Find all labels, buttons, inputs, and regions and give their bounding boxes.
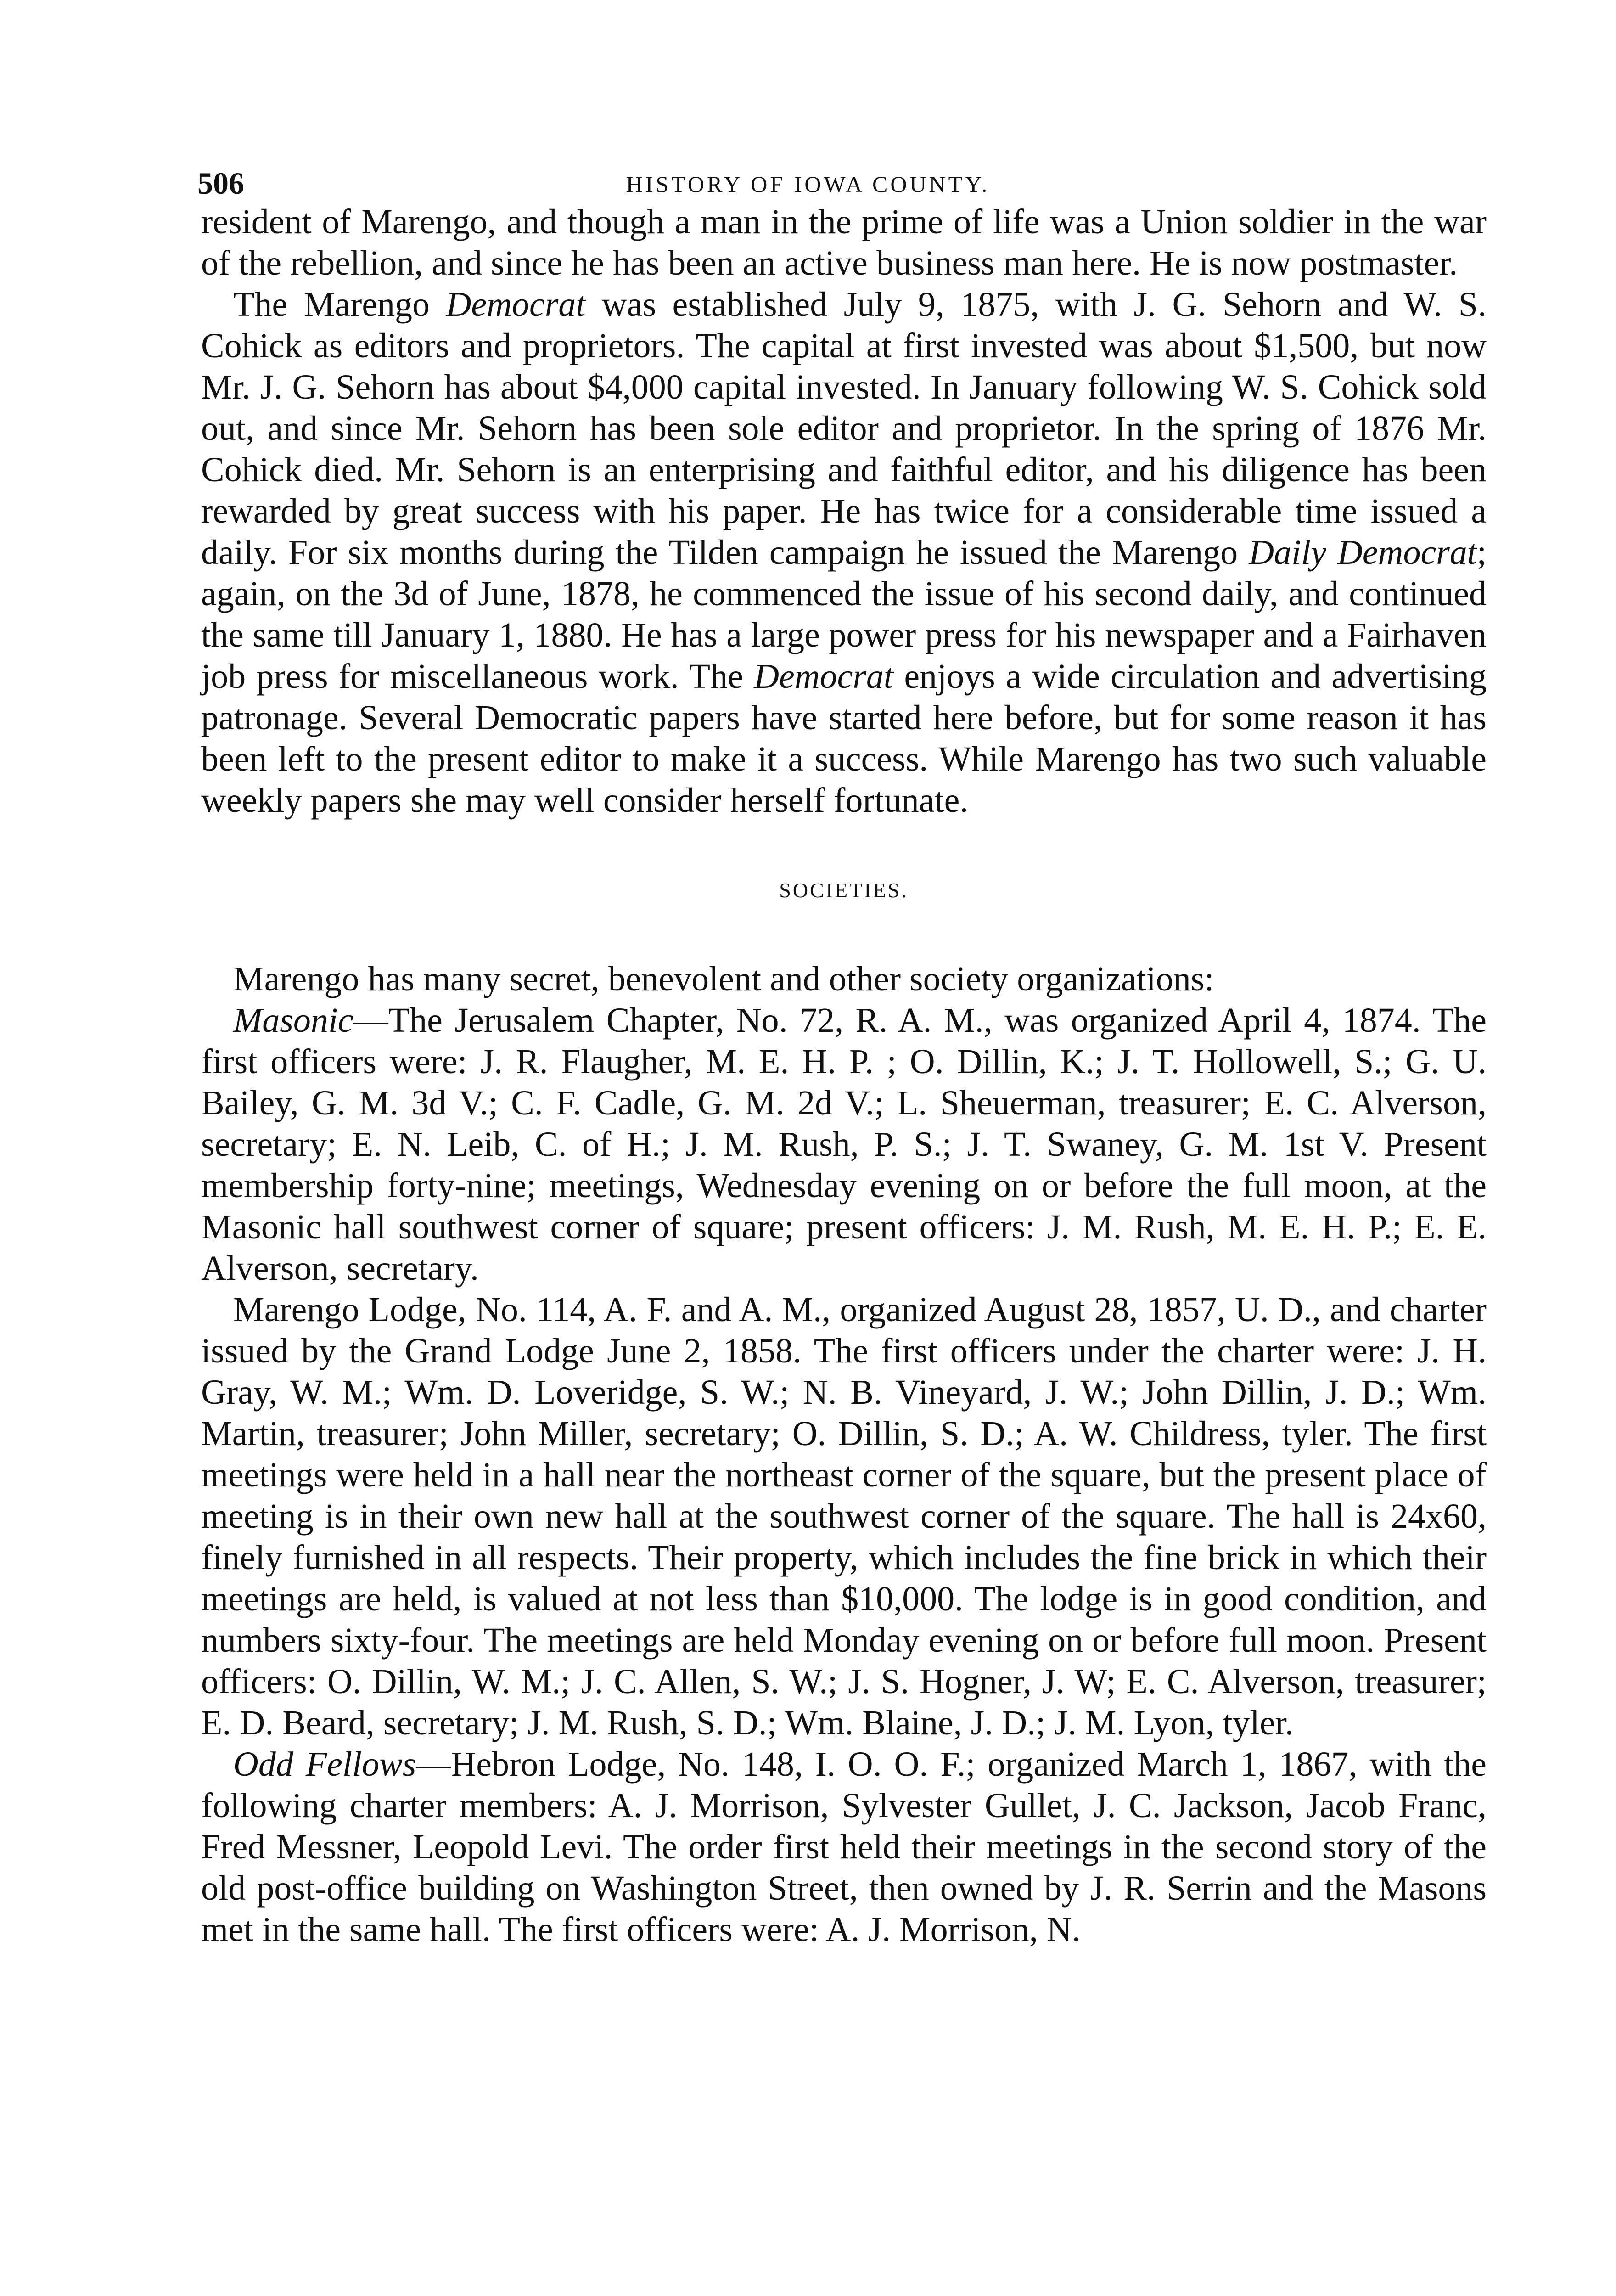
- page-body: [201, 201, 1487, 1950]
- paragraph-democrat-newspaper: [201, 284, 1487, 821]
- paragraph-text: was established July 9, 1875, with J. G. Sehorn and W. S. Cohick as editors and proprietors. The capital at first invested was about $1,500, but now Mr. J. G. Sehorn has about $4,000 capital invested. In January following W. S. Cohick sold out, and since Mr. Sehorn has been sole editor and proprietor. In the spring of 1876 Mr. Cohick died. Mr. Sehorn is an enterprising and faithful editor, and his diligence has been rewarded by great success with his paper. He has twice for a considerable time issued a daily. For six months during the Tilden campaign he issued the Marengo: [201, 285, 1487, 572]
- newspaper-title: Daily Democrat: [1249, 533, 1477, 572]
- paragraph-continued: resident of Marengo, and though a man in the prime of life was a Union soldier in the war of the rebellion, and since he has been an active business man here. He is now postmaster.: [201, 203, 1487, 282]
- newspaper-title: Democrat: [754, 657, 894, 696]
- paragraph-marengo-lodge: Marengo Lodge, No. 114, A. F. and A. M., organized August 28, 1857, U. D., and charter issued by the Grand Lodge June 2, 1858. The first officers under the charter were: J. H. Gray, W. M.; Wm. D. Loveridge, S. W.; N. B. Vineyard, J. W.; John Dillin, J. D.; Wm. Martin, treasurer; John Miller, secretary; O. Dillin, S. D.; A. W. Childress, tyler. The first meetings were held in a hall near the northeast corner of the square, but the present place of meeting is in their own new hall at the southwest corner of the square. The hall is 24x60, finely furnished in all respects. Their property, which includes the fine brick in which their meetings are held, is valued at not less than $10,000. The lodge is in good condition, and numbers sixty-four. The meetings are held Monday evening on or before full moon. Present officers: O. Dillin, W. M.; J. C. Allen, S. W.; J. S. Hogner, J. W; E. C. Alverson, treasurer; E. D. Beard, secretary; J. M. Rush, S. D.; Wm. Blaine, J. D.; J. M. Lyon, tyler.: [201, 1290, 1487, 1742]
- societies-intro: Marengo has many secret, benevolent and other society organizations:: [233, 960, 1214, 998]
- society-label: Masonic: [233, 1001, 354, 1040]
- society-label: Odd Fellows: [233, 1745, 416, 1784]
- newspaper-title: Democrat: [446, 285, 586, 324]
- paragraph-masonic: [201, 1000, 1487, 1289]
- section-heading-societies: SOCIETIES.: [779, 878, 909, 902]
- paragraph-text: —The Jerusalem Chapter, No. 72, R. A. M., was organized April 4, 1874. The first officers were: J. R. Flaugher, M. E. H. P. ; O. Dillin, K.; J. T. Hollowell, S.; G. U. Bailey, G. M. 3d V.; C. F. Cadle, G. M. 2d V.; L. Sheuerman, treasurer; E. C. Alverson, secretary; E. N. Leib, C. of H.; J. M. Rush, P. S.; J. T. Swaney, G. M. 1st V. Present membership forty-nine; meetings, Wednesday evening on or before the full moon, at the Masonic hall southwest corner of square; present officers: J. M. Rush, M. E. H. P.; E. E. Alverson, secretary.: [201, 1001, 1487, 1288]
- paragraph-text: —Hebron Lodge, No. 148, I. O. O. F.; organized March 1, 1867, with the following charter members: A. J. Morrison, Sylvester Gullet, J. C. Jackson, Jacob Franc, Fred Messner, Leopold Levi. The order first held their meetings in the second story of the old post-office building on Washington Street, then owned by J. R. Serrin and the Masons met in the same hall. The first officers were: A. J. Morrison, N.: [201, 1745, 1487, 1949]
- paragraph-text: enjoys a wide circulation and advertising patronage. Several Democratic papers have started here before, but for some reason it has been left to the present editor to make it a success. While Marengo has two such valuable weekly papers she may well consider herself fortunate.: [201, 657, 1487, 820]
- paragraph-text: ; again, on the 3d of June, 1878, he commenced the issue of his second daily, and continued the same till January 1, 1880. He has a large power press for his newspaper and a Fairhaven job press for miscellaneous work. The: [201, 533, 1487, 696]
- paragraph-odd-fellows: [201, 1744, 1487, 1950]
- page-number: 506: [197, 166, 244, 201]
- paragraph-text: The Marengo: [233, 285, 446, 324]
- running-head: HISTORY OF IOWA COUNTY.: [626, 171, 990, 197]
